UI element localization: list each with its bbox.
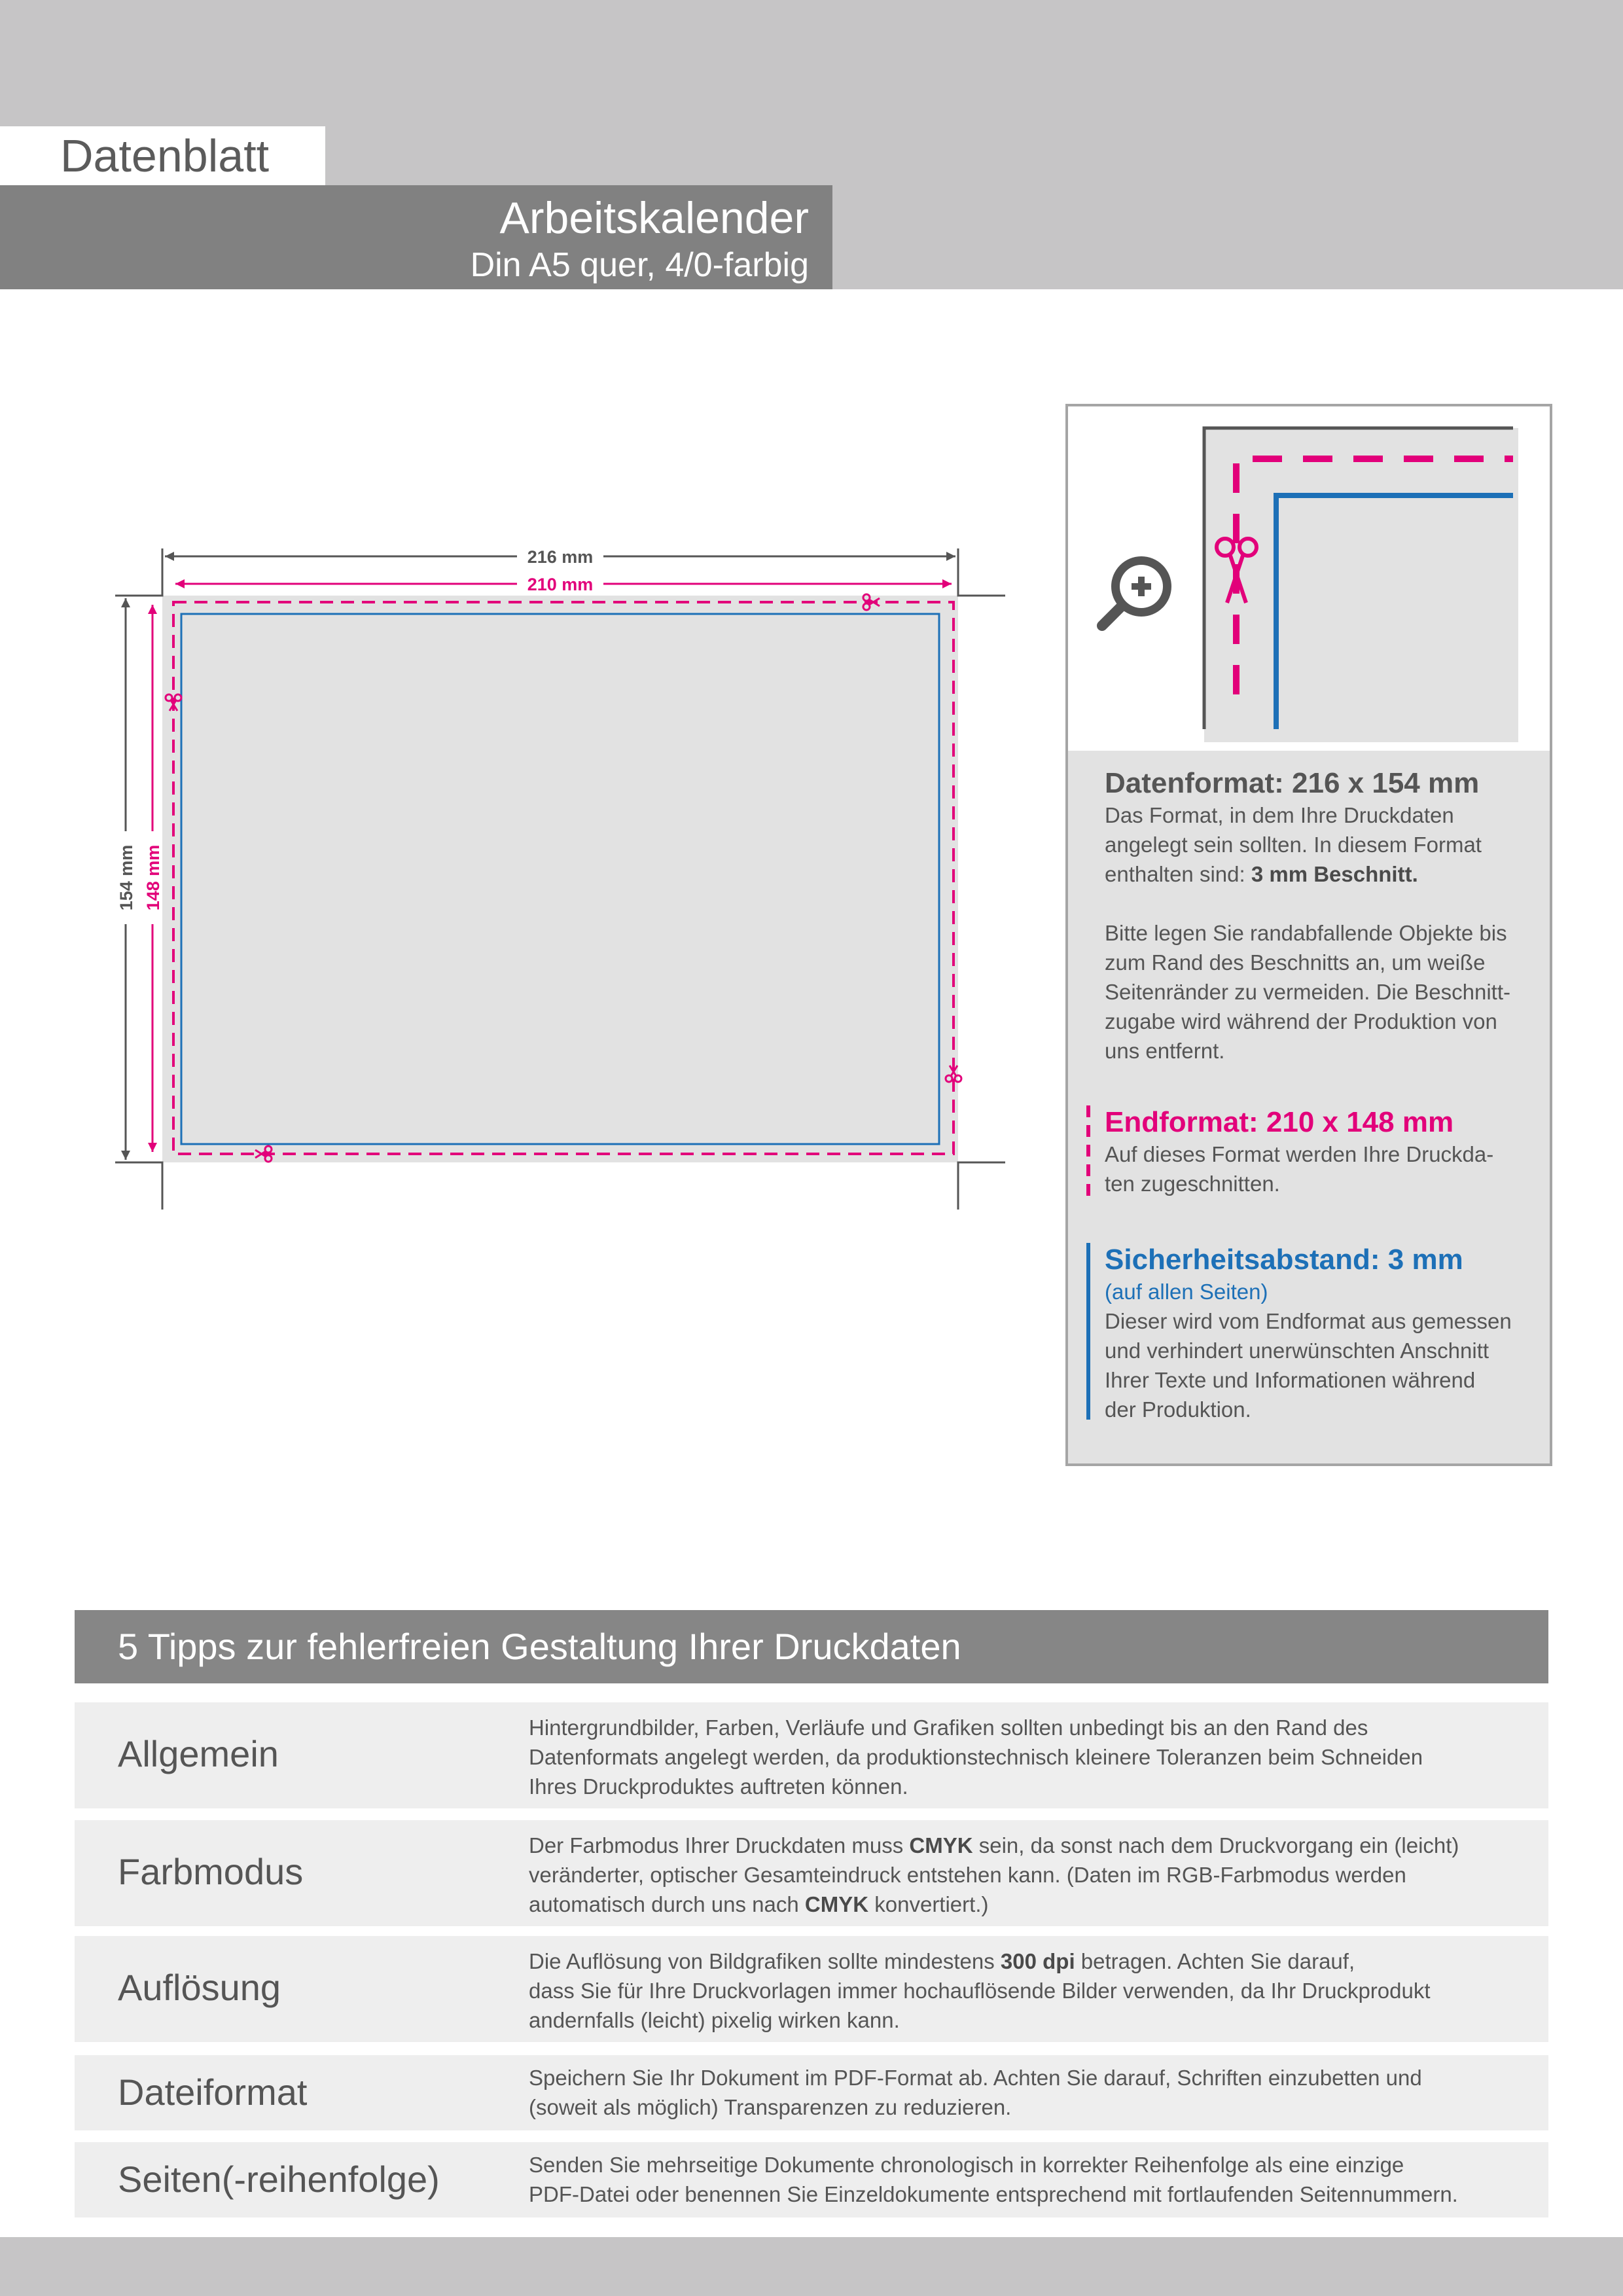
safety-line-4: der Produktion.: [1105, 1397, 1251, 1422]
product-title: Arbeitskalender: [499, 193, 809, 243]
format-info-panel: [1065, 751, 1552, 1466]
dimension-label-216: 216 mm: [527, 547, 594, 567]
tip-text-segment: automatisch durch uns nach: [529, 1892, 805, 1916]
data-format-line-1: Das Format, in dem Ihre Druckdaten: [1105, 803, 1454, 827]
bleed-line-3: Seitenränder zu vermeiden. Die Beschnitt-: [1105, 980, 1510, 1004]
dimension-label-148: 148 mm: [143, 844, 163, 911]
tip-row-file-format: [75, 2055, 1548, 2130]
tip-text-segment: betragen. Achten Sie darauf,: [1075, 1949, 1355, 1973]
tip-label: Dateiformat: [118, 2072, 308, 2113]
data-format-heading: Datenformat: 216 x 154 mm: [1105, 767, 1480, 799]
tip-text-line: [529, 1772, 1537, 1801]
tip-text-line: [529, 1831, 1537, 1860]
safety-line-3: Ihrer Texte und Informationen während: [1105, 1368, 1476, 1392]
safety-section: [1105, 1243, 1537, 1424]
tip-text-segment: Die Auflösung von Bildgrafiken sollte mindestens: [529, 1949, 1001, 1973]
tip-text-segment: dass Sie für Ihre Druckvorlagen immer hochauflösende Bilder verwenden, da Ihr Druckprodukt: [529, 1979, 1431, 2003]
tip-emphasis: CMYK: [909, 1833, 973, 1857]
tip-text-line: [529, 1976, 1537, 2005]
tip-label: Seiten(-reihenfolge): [118, 2159, 440, 2200]
zoom-detail-panel: [1065, 404, 1552, 751]
tips-title: 5 Tipps zur fehlerfreien Gestaltung Ihrer Druckdaten: [75, 1610, 1548, 1683]
tip-text-segment: konvertiert.): [868, 1892, 989, 1916]
tip-emphasis: 300 dpi: [1000, 1949, 1075, 1973]
zoom-detail-drawing: [1068, 406, 1550, 751]
bleed-line-5: uns entfernt.: [1105, 1039, 1225, 1063]
data-format-line-3: [1105, 859, 1537, 889]
tip-text-segment: Datenformats angelegt werden, da produktionstechnisch kleinere Toleranzen beim Schneiden: [529, 1745, 1423, 1769]
final-format-section: [1105, 1105, 1537, 1198]
tip-row-resolution: [75, 1936, 1548, 2042]
bleed-line-4: zugabe wird während der Produktion von: [1105, 1009, 1497, 1033]
tip-text-line: [529, 2092, 1537, 2122]
tip-label: Auflösung: [118, 1967, 281, 2008]
tip-text-segment: Der Farbmodus Ihrer Druckdaten muss: [529, 1833, 910, 1857]
footer-band: [0, 2237, 1623, 2296]
bleed-emphasis: 3 mm Beschnitt.: [1251, 862, 1418, 886]
tip-text-line: [529, 2063, 1537, 2092]
tip-text-line: [529, 1890, 1537, 1919]
tip-text-line: [529, 1713, 1537, 1742]
tip-text-segment: sein, da sonst nach dem Druckvorgang ein (leicht): [972, 1833, 1459, 1857]
safety-line-2: und verhindert unerwünschten Anschnitt: [1105, 1338, 1489, 1363]
dimension-label-210: 210 mm: [527, 575, 594, 594]
tip-text: [529, 2150, 1537, 2209]
product-subtitle: Din A5 quer, 4/0-farbig: [470, 246, 809, 284]
tip-emphasis: CMYK: [804, 1892, 869, 1916]
safety-heading: Sicherheitsabstand: 3 mm: [1105, 1244, 1463, 1276]
tip-text-segment: Speichern Sie Ihr Dokument im PDF-Format ab. Achten Sie darauf, Schriften einzubetten und: [529, 2066, 1422, 2090]
tip-text-segment: (soweit als möglich) Transparenzen zu reduzieren.: [529, 2095, 1012, 2119]
tip-text-line: [529, 2150, 1537, 2179]
bleed-line-2: zum Rand des Beschnitts an, um weiße: [1105, 950, 1486, 975]
tip-row-general: [75, 1702, 1548, 1808]
tip-text-line: [529, 2179, 1537, 2209]
tip-row-page-order: [75, 2142, 1548, 2217]
doc-type-label: Datenblatt: [0, 126, 325, 185]
format-diagram: [0, 0, 1047, 1244]
tip-text-segment: veränderter, optischer Gesamteindruck entstehen kann. (Daten im RGB-Farbmodus werden: [529, 1863, 1406, 1887]
safety-subheading: (auf allen Seiten): [1105, 1280, 1268, 1304]
tip-text-line: [529, 1860, 1537, 1890]
tip-text: [529, 1946, 1537, 2035]
zoom-in-icon: [1102, 556, 1171, 626]
final-format-accent: [1086, 1105, 1090, 1197]
tip-text-line: [529, 1946, 1537, 1976]
tip-text-segment: Hintergrundbilder, Farben, Verläufe und Grafiken sollten unbedingt bis an den Rand des: [529, 1715, 1368, 1740]
tip-text: [529, 1831, 1537, 1919]
final-format-line-1: Auf dieses Format werden Ihre Druckda-: [1105, 1142, 1494, 1166]
safety-accent: [1086, 1243, 1090, 1420]
tip-label: Farbmodus: [118, 1851, 304, 1892]
tip-row-color-mode: [75, 1820, 1548, 1926]
final-format-line-2: ten zugeschnitten.: [1105, 1172, 1280, 1196]
data-format-area: [162, 596, 958, 1162]
safety-line-1: Dieser wird vom Endformat aus gemessen: [1105, 1309, 1512, 1333]
tip-text: [529, 2063, 1537, 2122]
data-format-section: [1105, 766, 1537, 1066]
tip-text-line: [529, 1742, 1537, 1772]
dimension-label-154: 154 mm: [116, 844, 136, 911]
final-format-heading: Endformat: 210 x 148 mm: [1105, 1106, 1454, 1138]
data-format-line-3-text: enthalten sind:: [1105, 862, 1251, 886]
data-format-line-2: angelegt sein sollten. In diesem Format: [1105, 833, 1482, 857]
tip-text-segment: Ihres Druckproduktes auftreten können.: [529, 1774, 908, 1799]
tip-text: [529, 1713, 1537, 1801]
tip-text-segment: PDF-Datei oder benennen Sie Einzeldokumente entsprechend mit fortlaufenden Seitennummern.: [529, 2182, 1458, 2206]
tip-label: Allgemein: [118, 1733, 279, 1774]
tip-text-segment: andernfalls (leicht) pixelig wirken kann.: [529, 2008, 900, 2032]
tip-text-segment: Senden Sie mehrseitige Dokumente chronologisch in korrekter Reihenfolge als eine einzige: [529, 2153, 1404, 2177]
bleed-line-1: Bitte legen Sie randabfallende Objekte bis: [1105, 921, 1507, 945]
tip-text-line: [529, 2005, 1537, 2035]
